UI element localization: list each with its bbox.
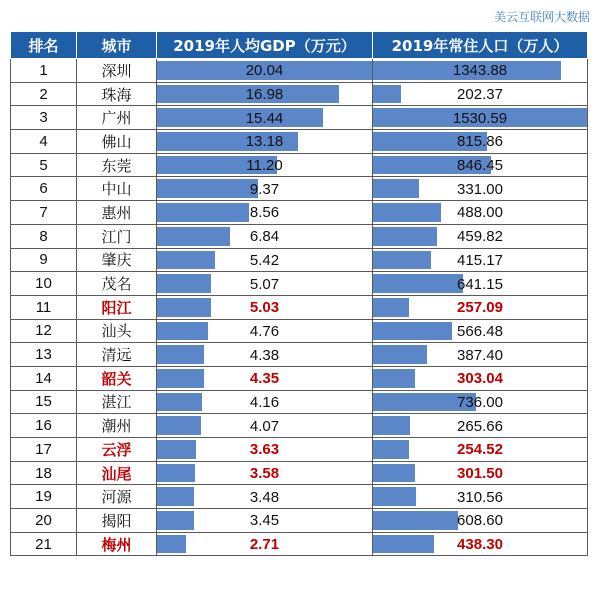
population-value: 310.56	[457, 488, 503, 506]
city-cell: 河源	[77, 485, 157, 509]
gdp-cell	[157, 390, 373, 414]
city-cell: 湛江	[77, 390, 157, 414]
header-city: 城市	[77, 32, 157, 59]
city-cell: 广州	[77, 106, 157, 130]
population-value: 488.00	[457, 204, 503, 222]
table-header-row	[11, 32, 588, 59]
city-cell: 梅州	[77, 532, 157, 556]
population-value: 265.66	[457, 417, 503, 435]
table-row	[11, 82, 588, 106]
population-bar	[373, 179, 419, 198]
population-bar	[373, 464, 415, 483]
city-cell: 云浮	[77, 438, 157, 462]
population-value: 303.04	[457, 370, 503, 388]
population-bar	[373, 487, 416, 506]
table-row	[11, 461, 588, 485]
gdp-value: 2.71	[249, 536, 280, 554]
population-value: 1530.59	[452, 109, 508, 127]
table-row	[11, 532, 588, 556]
population-value: 566.48	[457, 322, 503, 340]
gdp-bar	[157, 487, 194, 506]
city-cell: 江门	[77, 224, 157, 248]
gdp-cell	[157, 272, 373, 296]
population-bar	[373, 440, 409, 459]
gdp-cell	[157, 224, 373, 248]
population-value: 815.86	[457, 133, 503, 151]
population-cell	[373, 485, 588, 509]
gdp-cell	[157, 414, 373, 438]
table-row	[11, 59, 588, 83]
gdp-value: 5.07	[249, 275, 280, 293]
population-cell	[373, 130, 588, 154]
city-cell: 东莞	[77, 153, 157, 177]
rank-cell: 7	[11, 201, 77, 225]
gdp-cell	[157, 366, 373, 390]
population-cell	[373, 59, 588, 83]
population-bar	[373, 511, 458, 530]
population-bar	[373, 85, 401, 104]
gdp-bar	[157, 416, 201, 435]
rank-cell: 2	[11, 82, 77, 106]
header-gdp: 2019年人均GDP（万元）	[157, 32, 373, 59]
gdp-bar	[157, 369, 204, 388]
rank-cell: 3	[11, 106, 77, 130]
city-cell: 中山	[77, 177, 157, 201]
gdp-value: 3.48	[249, 488, 280, 506]
gdp-bar	[157, 274, 211, 293]
gdp-value: 3.58	[249, 465, 280, 483]
population-value: 736.00	[457, 393, 503, 411]
gdp-bar	[157, 322, 208, 341]
gdp-value: 4.07	[249, 417, 280, 435]
population-cell	[373, 461, 588, 485]
rank-cell: 14	[11, 366, 77, 390]
population-cell	[373, 390, 588, 414]
population-value: 301.50	[457, 465, 503, 483]
gdp-value: 9.37	[249, 180, 280, 198]
table-row	[11, 343, 588, 367]
gdp-cell	[157, 201, 373, 225]
population-value: 846.45	[457, 157, 503, 175]
rank-cell: 17	[11, 438, 77, 462]
city-cell: 韶关	[77, 366, 157, 390]
population-cell	[373, 248, 588, 272]
rank-cell: 4	[11, 130, 77, 154]
city-cell: 茂名	[77, 272, 157, 296]
gdp-cell	[157, 319, 373, 343]
gdp-value: 4.16	[249, 393, 280, 411]
population-cell	[373, 366, 588, 390]
population-cell	[373, 106, 588, 130]
population-value: 438.30	[457, 536, 503, 554]
city-cell: 揭阳	[77, 509, 157, 533]
population-cell	[373, 414, 588, 438]
gdp-value: 5.42	[249, 251, 280, 269]
rank-cell: 20	[11, 509, 77, 533]
gdp-population-table	[10, 31, 588, 556]
population-cell	[373, 319, 588, 343]
table-row	[11, 509, 588, 533]
rank-cell: 11	[11, 295, 77, 319]
rank-cell: 15	[11, 390, 77, 414]
table-row	[11, 248, 588, 272]
gdp-cell	[157, 295, 373, 319]
gdp-value: 4.35	[249, 370, 280, 388]
population-cell	[373, 343, 588, 367]
gdp-bar	[157, 511, 194, 530]
gdp-bar	[157, 440, 196, 459]
gdp-cell	[157, 59, 373, 83]
gdp-bar	[157, 393, 202, 412]
gdp-value: 4.76	[249, 322, 280, 340]
table-body	[11, 59, 588, 556]
population-cell	[373, 272, 588, 296]
table-row	[11, 177, 588, 201]
population-bar	[373, 535, 434, 554]
gdp-value: 11.20	[246, 157, 283, 175]
population-bar	[373, 251, 431, 270]
gdp-bar	[157, 345, 204, 364]
population-value: 415.17	[457, 251, 503, 269]
gdp-value: 4.38	[249, 346, 280, 364]
population-value: 387.40	[457, 346, 503, 364]
population-cell	[373, 509, 588, 533]
population-value: 608.60	[457, 512, 503, 530]
gdp-value: 6.84	[249, 228, 280, 246]
gdp-cell	[157, 343, 373, 367]
rank-cell: 9	[11, 248, 77, 272]
gdp-bar	[157, 203, 249, 222]
city-cell: 阳江	[77, 295, 157, 319]
population-cell	[373, 153, 588, 177]
table-row	[11, 201, 588, 225]
table-row	[11, 272, 588, 296]
gdp-cell	[157, 248, 373, 272]
gdp-cell	[157, 177, 373, 201]
table-row	[11, 153, 588, 177]
population-value: 202.37	[457, 86, 503, 104]
rank-cell: 12	[11, 319, 77, 343]
population-bar	[373, 298, 409, 317]
city-cell: 潮州	[77, 414, 157, 438]
gdp-cell	[157, 438, 373, 462]
table-row	[11, 485, 588, 509]
gdp-value: 15.44	[245, 109, 284, 127]
population-value: 1343.88	[452, 62, 508, 80]
rank-cell: 16	[11, 414, 77, 438]
population-bar	[373, 274, 463, 293]
table-row	[11, 438, 588, 462]
table-row	[11, 106, 588, 130]
population-bar	[373, 369, 415, 388]
population-cell	[373, 177, 588, 201]
gdp-bar	[157, 251, 215, 270]
population-bar	[373, 322, 452, 341]
gdp-bar	[157, 108, 323, 127]
gdp-cell	[157, 82, 373, 106]
gdp-value: 20.04	[245, 62, 284, 80]
header-rank: 排名	[11, 32, 77, 59]
gdp-bar	[157, 227, 230, 246]
population-value: 459.82	[457, 228, 503, 246]
watermark-label: 美云互联网大数据	[493, 10, 590, 24]
rank-cell: 6	[11, 177, 77, 201]
population-value: 254.52	[457, 441, 503, 459]
rank-cell: 21	[11, 532, 77, 556]
rank-cell: 10	[11, 272, 77, 296]
city-cell: 肇庆	[77, 248, 157, 272]
gdp-value: 13.18	[245, 133, 284, 151]
population-value: 641.15	[457, 275, 503, 293]
population-cell	[373, 438, 588, 462]
gdp-cell	[157, 130, 373, 154]
rank-cell: 13	[11, 343, 77, 367]
city-cell: 汕尾	[77, 461, 157, 485]
city-cell: 惠州	[77, 201, 157, 225]
rank-cell: 18	[11, 461, 77, 485]
table-row	[11, 130, 588, 154]
population-cell	[373, 295, 588, 319]
table-row	[11, 414, 588, 438]
gdp-cell	[157, 532, 373, 556]
population-bar	[373, 203, 441, 222]
population-cell	[373, 82, 588, 106]
table-row	[11, 366, 588, 390]
city-cell: 清远	[77, 343, 157, 367]
population-cell	[373, 532, 588, 556]
population-bar	[373, 416, 410, 435]
population-cell	[373, 224, 588, 248]
table-row	[11, 224, 588, 248]
gdp-cell	[157, 461, 373, 485]
gdp-value: 5.03	[249, 299, 280, 317]
gdp-value: 3.63	[249, 441, 280, 459]
city-cell: 佛山	[77, 130, 157, 154]
gdp-value: 3.45	[249, 512, 280, 530]
city-cell: 深圳	[77, 59, 157, 83]
city-cell: 汕头	[77, 319, 157, 343]
rank-cell: 8	[11, 224, 77, 248]
gdp-cell	[157, 106, 373, 130]
rank-cell: 19	[11, 485, 77, 509]
header-population: 2019年常住人口（万人）	[373, 32, 588, 59]
table-row	[11, 319, 588, 343]
table-row	[11, 295, 588, 319]
rank-cell: 5	[11, 153, 77, 177]
rank-cell: 1	[11, 59, 77, 83]
population-cell	[373, 201, 588, 225]
population-bar	[373, 345, 427, 364]
gdp-value: 8.56	[249, 204, 280, 222]
population-bar	[373, 227, 437, 246]
gdp-bar	[157, 464, 195, 483]
gdp-bar	[157, 535, 186, 554]
population-value: 257.09	[457, 299, 503, 317]
population-value: 331.00	[457, 180, 503, 198]
gdp-value: 16.98	[245, 86, 284, 104]
gdp-bar	[157, 179, 258, 198]
gdp-cell	[157, 485, 373, 509]
gdp-bar	[157, 298, 211, 317]
table-row	[11, 390, 588, 414]
gdp-cell	[157, 153, 373, 177]
city-cell: 珠海	[77, 82, 157, 106]
gdp-cell	[157, 509, 373, 533]
